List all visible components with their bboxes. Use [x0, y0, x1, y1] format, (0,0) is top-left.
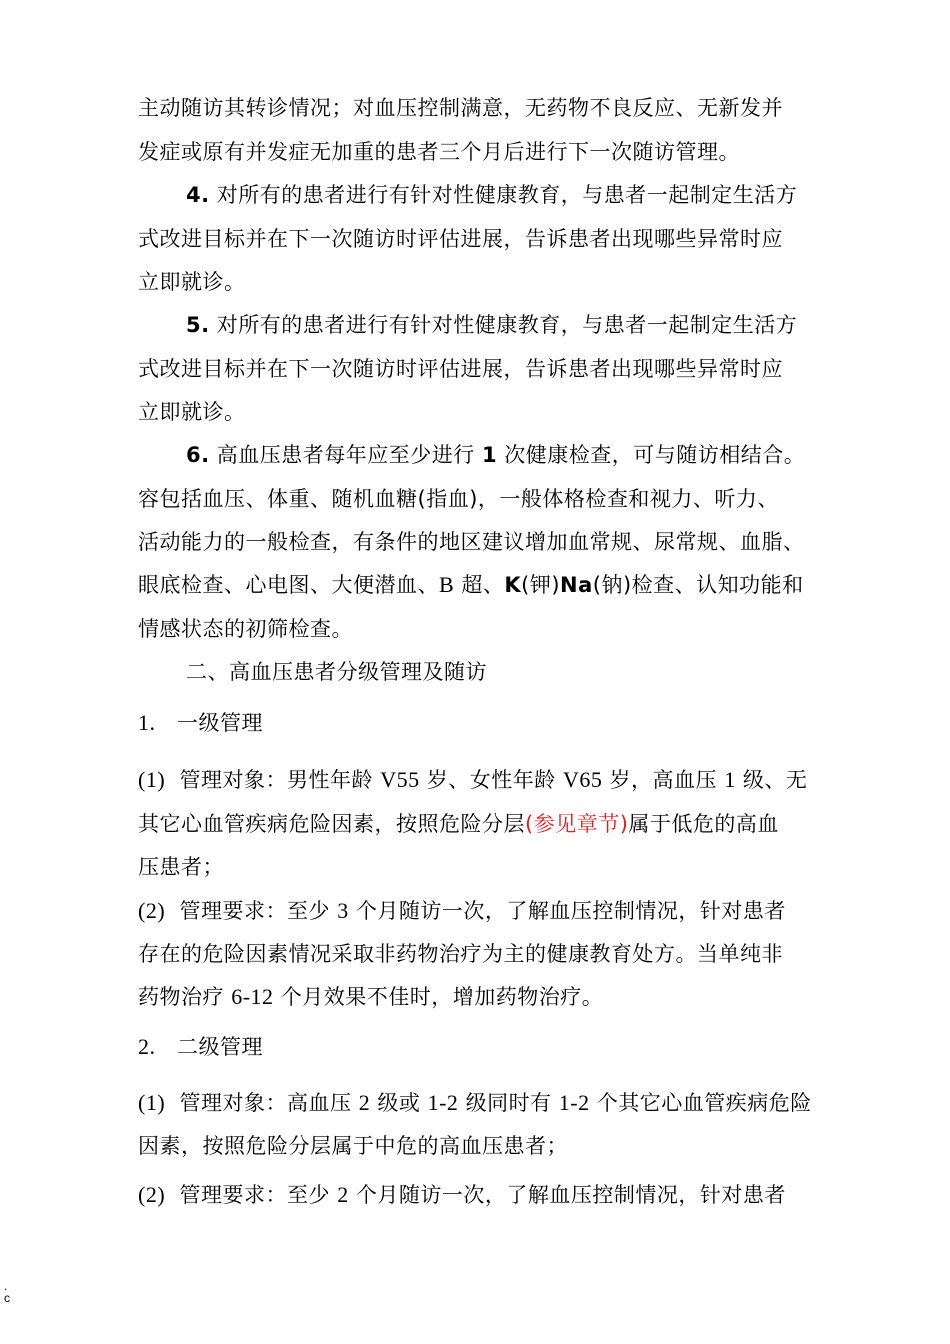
list-item-4: 4. 对所有的患者进行有针对性健康教育，与患者一起制定生活方 [186, 183, 798, 207]
list-item-level1-2: (2) 管理要求：至少 3 个月随访一次，了解血压控制情况，针对患者 [138, 898, 786, 923]
section-heading: 二、高血压患者分级管理及随访 [186, 660, 487, 684]
list-item-level2-1: (1) 管理对象：高血压 2 级或 1-2 级同时有 1-2 个其它心血管疾病危险 [138, 1090, 812, 1115]
list-item-level1-1: (1) 管理对象：男性年龄 V55 岁、女性年龄 V65 岁，高血压 1 级、无 [138, 767, 808, 792]
subsection-heading-level1: 1. 一级管理 [138, 710, 264, 735]
item-number: 5. [186, 313, 210, 337]
text-line: 发症或原有并发症无加重的患者三个月后进行下一次随访管理。 [138, 140, 740, 164]
text-line: 主动随访其转诊情况；对血压控制满意，无药物不良反应、无新发并 [138, 96, 783, 120]
reference-link[interactable]: (参见章节) [525, 812, 629, 836]
subsection-heading-level2: 2. 二级管理 [138, 1034, 264, 1059]
text-line: 因素，按照危险分层属于中危的高血压患者； [138, 1134, 568, 1158]
text-line: 药物治疗 6-12 个月效果不佳时，增加药物治疗。 [138, 984, 604, 1009]
text-line: 情感状态的初筛检查。 [138, 617, 353, 641]
footer-letter: c [4, 1291, 10, 1305]
text-line: 立即就诊。 [138, 400, 246, 424]
text-line: 式改进目标并在下一次随访时评估进展，告诉患者出现哪些异常时应 [138, 357, 783, 381]
item-number: 6. [186, 443, 210, 467]
text-line: 立即就诊。 [138, 270, 246, 294]
text-line: 压患者； [138, 855, 224, 879]
text-line: 眼底检查、心电图、大便潜血、B 超、K(钾)Na(钠)检查、认知功能和 [138, 572, 804, 597]
list-item-6: 6. 高血压患者每年应至少进行 1 次健康检查，可与随访相结合。 [186, 443, 806, 467]
text-line: 容包括血压、体重、随机血糖(指血)，一般体格检查和视力、听力、 [138, 487, 779, 511]
text-line: 其它心血管疾病危险因素，按照危险分层(参见章节)属于低危的高血 [138, 812, 779, 836]
footer-dot: . [4, 1279, 8, 1293]
text-line: 式改进目标并在下一次随访时评估进展，告诉患者出现哪些异常时应 [138, 227, 783, 251]
item-number: 4. [186, 183, 210, 207]
text-line: 活动能力的一般检查，有条件的地区建议增加血常规、尿常规、血脂、 [138, 530, 805, 554]
text-line: 存在的危险因素情况采取非药物治疗为主的健康教育处方。当单纯非 [138, 942, 783, 966]
list-item-5: 5. 对所有的患者进行有针对性健康教育，与患者一起制定生活方 [186, 313, 798, 337]
list-item-level2-2: (2) 管理要求：至少 2 个月随访一次，了解血压控制情况，针对患者 [138, 1182, 786, 1207]
